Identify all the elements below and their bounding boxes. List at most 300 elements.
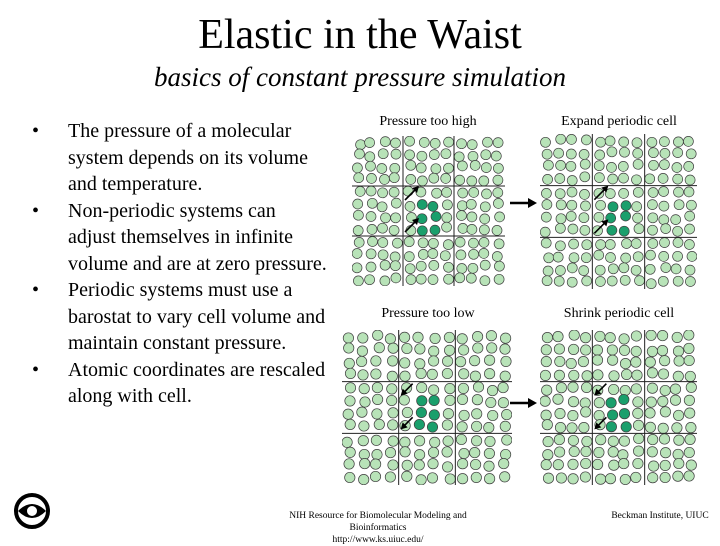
solvent-atom (371, 356, 381, 366)
solvent-atom (389, 187, 399, 197)
solvent-atom (660, 238, 670, 248)
solvent-atom (457, 394, 467, 404)
solvent-atom (443, 240, 453, 250)
solvent-atom (673, 226, 683, 236)
solvent-atom (418, 249, 428, 259)
solvent-atom (555, 174, 565, 184)
solvent-atom (352, 263, 362, 273)
solvent-atom (457, 459, 467, 469)
bullet-item: • The pressure of a molecular system depends on its volume and temperature. (22, 118, 327, 198)
solvent-atom (631, 346, 641, 356)
solvent-atom (456, 434, 466, 444)
solvent-atom (385, 472, 395, 482)
solute-atom (621, 422, 631, 432)
solvent-atom (372, 394, 382, 404)
solvent-atom (659, 356, 669, 366)
solute-atom (429, 410, 439, 420)
solvent-atom (568, 224, 578, 234)
solvent-atom (455, 175, 465, 185)
solvent-atom (554, 434, 564, 444)
solvent-atom (468, 263, 478, 273)
solute-atom (608, 202, 618, 212)
solvent-atom (607, 162, 617, 172)
solvent-atom (472, 395, 482, 405)
solvent-atom (368, 237, 378, 247)
solvent-atom (659, 434, 669, 444)
solvent-atom (543, 174, 553, 184)
solvent-atom (481, 150, 491, 160)
solvent-atom (356, 356, 366, 366)
solvent-atom (660, 448, 670, 458)
solvent-atom (344, 343, 354, 353)
solvent-atom (648, 148, 658, 158)
solvent-atom (473, 382, 483, 392)
solvent-atom (359, 384, 369, 394)
solvent-atom (648, 461, 658, 471)
solvent-atom (632, 175, 642, 185)
solvent-atom (484, 461, 494, 471)
solvent-atom (660, 472, 670, 482)
solvent-atom (441, 149, 451, 159)
solute-atom (619, 409, 629, 419)
solvent-atom (370, 471, 380, 481)
solvent-atom (387, 371, 397, 381)
solvent-atom (441, 173, 451, 183)
solvent-atom (355, 149, 365, 159)
solvent-atom (567, 176, 577, 186)
solvent-atom (569, 330, 579, 340)
solvent-atom (354, 237, 364, 247)
solvent-atom (684, 187, 694, 197)
solvent-atom (581, 135, 591, 145)
solvent-atom (493, 188, 503, 198)
solvent-atom (416, 163, 426, 173)
solvent-atom (390, 261, 400, 271)
solvent-atom (568, 344, 578, 354)
solvent-atom (491, 151, 501, 161)
solvent-atom (365, 138, 375, 148)
solvent-atom (543, 436, 553, 446)
solvent-atom (428, 447, 438, 457)
solvent-atom (428, 459, 438, 469)
solvent-atom (352, 249, 362, 259)
solvent-atom (566, 161, 576, 171)
solvent-atom (355, 186, 365, 196)
solvent-atom (608, 436, 618, 446)
solvent-atom (493, 138, 503, 148)
solvent-atom (442, 420, 452, 430)
solvent-atom (659, 251, 669, 261)
solvent-atom (595, 265, 605, 275)
solute-atom (416, 407, 426, 417)
solvent-atom (469, 249, 479, 259)
solvent-atom (402, 407, 412, 417)
solvent-atom (399, 395, 409, 405)
solvent-atom (607, 147, 617, 157)
solvent-atom (619, 436, 629, 446)
solvent-atom (645, 408, 655, 418)
solvent-atom (458, 345, 468, 355)
solvent-atom (541, 356, 551, 366)
solvent-atom (417, 382, 427, 392)
solvent-atom (499, 458, 509, 468)
solvent-atom (684, 343, 694, 353)
solvent-atom (647, 137, 657, 147)
solvent-atom (553, 252, 563, 262)
slide-subtitle: basics of constant pressure simulation (153, 62, 566, 92)
solvent-atom (619, 334, 629, 344)
solvent-atom (444, 332, 454, 342)
solvent-atom (541, 137, 551, 147)
solvent-atom (645, 174, 655, 184)
solvent-atom (454, 152, 464, 162)
solvent-atom (427, 473, 437, 483)
solvent-atom (405, 201, 415, 211)
solvent-atom (658, 276, 668, 286)
solvent-atom (343, 333, 353, 343)
solvent-atom (353, 226, 363, 236)
solvent-atom (542, 385, 552, 395)
solvent-atom (555, 422, 565, 432)
solvent-atom (402, 471, 412, 481)
solvent-atom (358, 333, 368, 343)
solvent-atom (402, 343, 412, 353)
solvent-atom (500, 333, 510, 343)
solvent-atom (620, 474, 630, 484)
solvent-atom (414, 436, 424, 446)
solvent-atom (391, 213, 401, 223)
solvent-atom (686, 149, 696, 159)
solute-atom (607, 225, 617, 235)
solvent-atom (581, 407, 591, 417)
solvent-atom (647, 368, 657, 378)
solvent-atom (359, 421, 369, 431)
solvent-atom (387, 384, 397, 394)
solvent-atom (373, 330, 383, 340)
solvent-atom (647, 200, 657, 210)
solvent-atom (480, 214, 490, 224)
solvent-atom (646, 250, 656, 260)
solvent-atom (444, 274, 454, 284)
solvent-atom (470, 371, 480, 381)
solvent-atom (470, 447, 480, 457)
solvent-atom (470, 160, 480, 170)
solvent-atom (620, 358, 630, 368)
grid-expand-periodic-cell (540, 134, 697, 289)
solvent-atom (468, 151, 478, 161)
solvent-atom (670, 384, 680, 394)
solvent-atom (487, 385, 497, 395)
solvent-atom (619, 458, 629, 468)
solvent-atom (607, 345, 617, 355)
solvent-atom (684, 447, 694, 457)
solvent-atom (500, 421, 510, 431)
solvent-atom (579, 149, 589, 159)
solute-atom (606, 422, 616, 432)
solvent-atom (633, 252, 643, 262)
solvent-atom (619, 263, 629, 273)
solvent-atom (480, 276, 490, 286)
solvent-atom (428, 275, 438, 285)
solvent-atom (345, 383, 355, 393)
solvent-atom (594, 188, 604, 198)
solvent-atom (605, 474, 615, 484)
solvent-atom (378, 238, 388, 248)
solvent-atom (483, 137, 493, 147)
solvent-atom (360, 458, 370, 468)
solvent-atom (648, 188, 658, 198)
solvent-atom (673, 410, 683, 420)
solvent-atom (592, 459, 602, 469)
solvent-atom (493, 175, 503, 185)
solvent-atom (381, 213, 391, 223)
solvent-atom (442, 462, 452, 472)
solvent-atom (390, 163, 400, 173)
solvent-atom (493, 198, 503, 208)
solvent-atom (458, 383, 468, 393)
solvent-atom (367, 198, 377, 208)
solvent-atom (646, 279, 656, 289)
solvent-atom (365, 152, 375, 162)
solvent-atom (445, 395, 455, 405)
footer-resource (268, 510, 488, 546)
solvent-atom (343, 409, 353, 419)
solvent-atom (567, 277, 577, 287)
solvent-atom (541, 345, 551, 355)
solvent-atom (391, 273, 401, 283)
solvent-atom (457, 264, 467, 274)
solvent-atom (553, 460, 563, 470)
solvent-atom (619, 137, 629, 147)
solvent-atom (457, 161, 467, 171)
solvent-atom (621, 253, 631, 263)
solvent-atom (457, 334, 467, 344)
solvent-atom (443, 409, 453, 419)
solvent-atom (605, 240, 615, 250)
solvent-atom (685, 211, 695, 221)
solvent-atom (400, 447, 410, 457)
solvent-atom (633, 213, 643, 223)
solvent-atom (683, 136, 693, 146)
solvent-atom (342, 437, 352, 447)
solvent-atom (428, 249, 438, 259)
solvent-atom (367, 173, 377, 183)
solvent-atom (380, 260, 390, 270)
solvent-atom (500, 449, 510, 459)
solvent-atom (404, 237, 414, 247)
solvent-atom (445, 383, 455, 393)
solvent-atom (633, 446, 643, 456)
solvent-atom (415, 359, 425, 369)
solvent-atom (377, 164, 387, 174)
solvent-atom (468, 238, 478, 248)
solvent-atom (685, 408, 695, 418)
solvent-atom (543, 160, 553, 170)
bullet-item: • Periodic systems must use a barostat to vary cell volume and maintain constant pressure. (22, 277, 327, 357)
solvent-atom (568, 397, 578, 407)
solvent-atom (566, 211, 576, 221)
solvent-atom (469, 187, 479, 197)
solvent-atom (392, 238, 402, 248)
solvent-atom (354, 173, 364, 183)
solvent-atom (568, 459, 578, 469)
solvent-atom (685, 277, 695, 287)
solvent-atom (457, 422, 467, 432)
solvent-atom (388, 420, 398, 430)
solvent-atom (660, 385, 670, 395)
solvent-atom (673, 276, 683, 286)
solvent-atom (633, 458, 643, 468)
solvent-atom (645, 264, 655, 274)
solvent-atom (554, 370, 564, 380)
solvent-atom (556, 160, 566, 170)
solvent-atom (647, 383, 657, 393)
nih-resource-logo (6, 493, 58, 535)
solute-atom (430, 225, 440, 235)
label-pressure-too-high: Pressure too high (379, 114, 477, 129)
solvent-atom (657, 330, 667, 340)
solvent-atom (674, 200, 684, 210)
solvent-atom (672, 332, 682, 342)
solvent-atom (403, 186, 413, 196)
solvent-atom (567, 134, 577, 144)
solvent-atom (353, 276, 363, 286)
solvent-atom (442, 222, 452, 232)
solvent-atom (479, 237, 489, 247)
solvent-atom (366, 249, 376, 259)
solvent-atom (416, 475, 426, 485)
solvent-atom (608, 384, 618, 394)
solvent-atom (378, 223, 388, 233)
solvent-atom (380, 137, 390, 147)
solvent-atom (658, 173, 668, 183)
solvent-atom (391, 149, 401, 159)
solvent-atom (540, 370, 550, 380)
solvent-atom (567, 263, 577, 273)
solvent-atom (632, 138, 642, 148)
solvent-atom (430, 333, 440, 343)
solvent-atom (649, 160, 659, 170)
solvent-atom (482, 189, 492, 199)
solvent-atom (442, 447, 452, 457)
solvent-atom (580, 172, 590, 182)
solvent-atom (416, 274, 426, 284)
solvent-atom (541, 460, 551, 470)
solute-atom (429, 395, 439, 405)
solvent-atom (631, 239, 641, 249)
solvent-atom (620, 147, 630, 157)
solvent-atom (501, 356, 511, 366)
solvent-atom (541, 410, 551, 420)
solvent-atom (358, 370, 368, 380)
solvent-atom (648, 213, 658, 223)
solvent-atom (684, 355, 694, 365)
solvent-atom (498, 382, 508, 392)
solvent-atom (568, 435, 578, 445)
displacement-arrow-icon (401, 417, 413, 429)
solvent-atom (457, 474, 467, 484)
solvent-atom (674, 187, 684, 197)
solvent-atom (673, 174, 683, 184)
solvent-atom (467, 224, 477, 234)
solvent-atom (488, 410, 498, 420)
solvent-atom (595, 331, 605, 341)
solvent-atom (555, 266, 565, 276)
solvent-atom (479, 225, 489, 235)
solvent-atom (360, 397, 370, 407)
solvent-atom (594, 212, 604, 222)
solvent-atom (459, 448, 469, 458)
solvent-atom (481, 163, 491, 173)
solvent-atom (661, 263, 671, 273)
solvent-atom (365, 275, 375, 285)
solvent-atom (378, 250, 388, 260)
solvent-atom (479, 248, 489, 258)
solvent-atom (684, 471, 694, 481)
solvent-atom (400, 371, 410, 381)
solvent-atom (648, 225, 658, 235)
solvent-atom (366, 212, 376, 222)
solvent-atom (659, 160, 669, 170)
solvent-atom (632, 370, 642, 380)
solvent-atom (541, 188, 551, 198)
solvent-atom (621, 369, 631, 379)
solvent-atom (567, 423, 577, 433)
solvent-atom (632, 202, 642, 212)
solvent-atom (671, 264, 681, 274)
solvent-atom (631, 384, 641, 394)
solvent-atom (633, 420, 643, 430)
solvent-atom (633, 148, 643, 158)
solvent-atom (388, 460, 398, 470)
solvent-atom (455, 237, 465, 247)
solvent-atom (672, 163, 682, 173)
solvent-atom (416, 368, 426, 378)
solvent-atom (484, 369, 494, 379)
solvent-atom (414, 450, 424, 460)
solvent-atom (658, 423, 668, 433)
solvent-atom (580, 159, 590, 169)
solvent-atom (344, 459, 354, 469)
solvent-atom (540, 396, 550, 406)
solvent-atom (402, 460, 412, 470)
solvent-atom (502, 435, 512, 445)
solvent-atom (445, 474, 455, 484)
solvent-atom (633, 187, 643, 197)
footer-resource-name: NIH Resource for Biomolecular Modeling and Bioinformatics (289, 511, 467, 533)
solvent-atom (594, 410, 604, 420)
solvent-atom (466, 199, 476, 209)
solvent-atom (566, 358, 576, 368)
solvent-atom (556, 473, 566, 483)
solvent-atom (684, 161, 694, 171)
solvent-atom (596, 435, 606, 445)
solvent-atom (631, 331, 641, 341)
solvent-atom (442, 200, 452, 210)
solvent-atom (378, 149, 388, 159)
solvent-atom (371, 435, 381, 445)
solvent-atom (671, 215, 681, 225)
solvent-atom (608, 174, 618, 184)
bullet-list (22, 118, 327, 410)
solvent-atom (555, 223, 565, 233)
solvent-atom (685, 371, 695, 381)
solvent-atom (595, 150, 605, 160)
solvent-atom (555, 189, 565, 199)
solvent-atom (673, 371, 683, 381)
solvent-atom (374, 343, 384, 353)
solvent-atom (366, 186, 376, 196)
